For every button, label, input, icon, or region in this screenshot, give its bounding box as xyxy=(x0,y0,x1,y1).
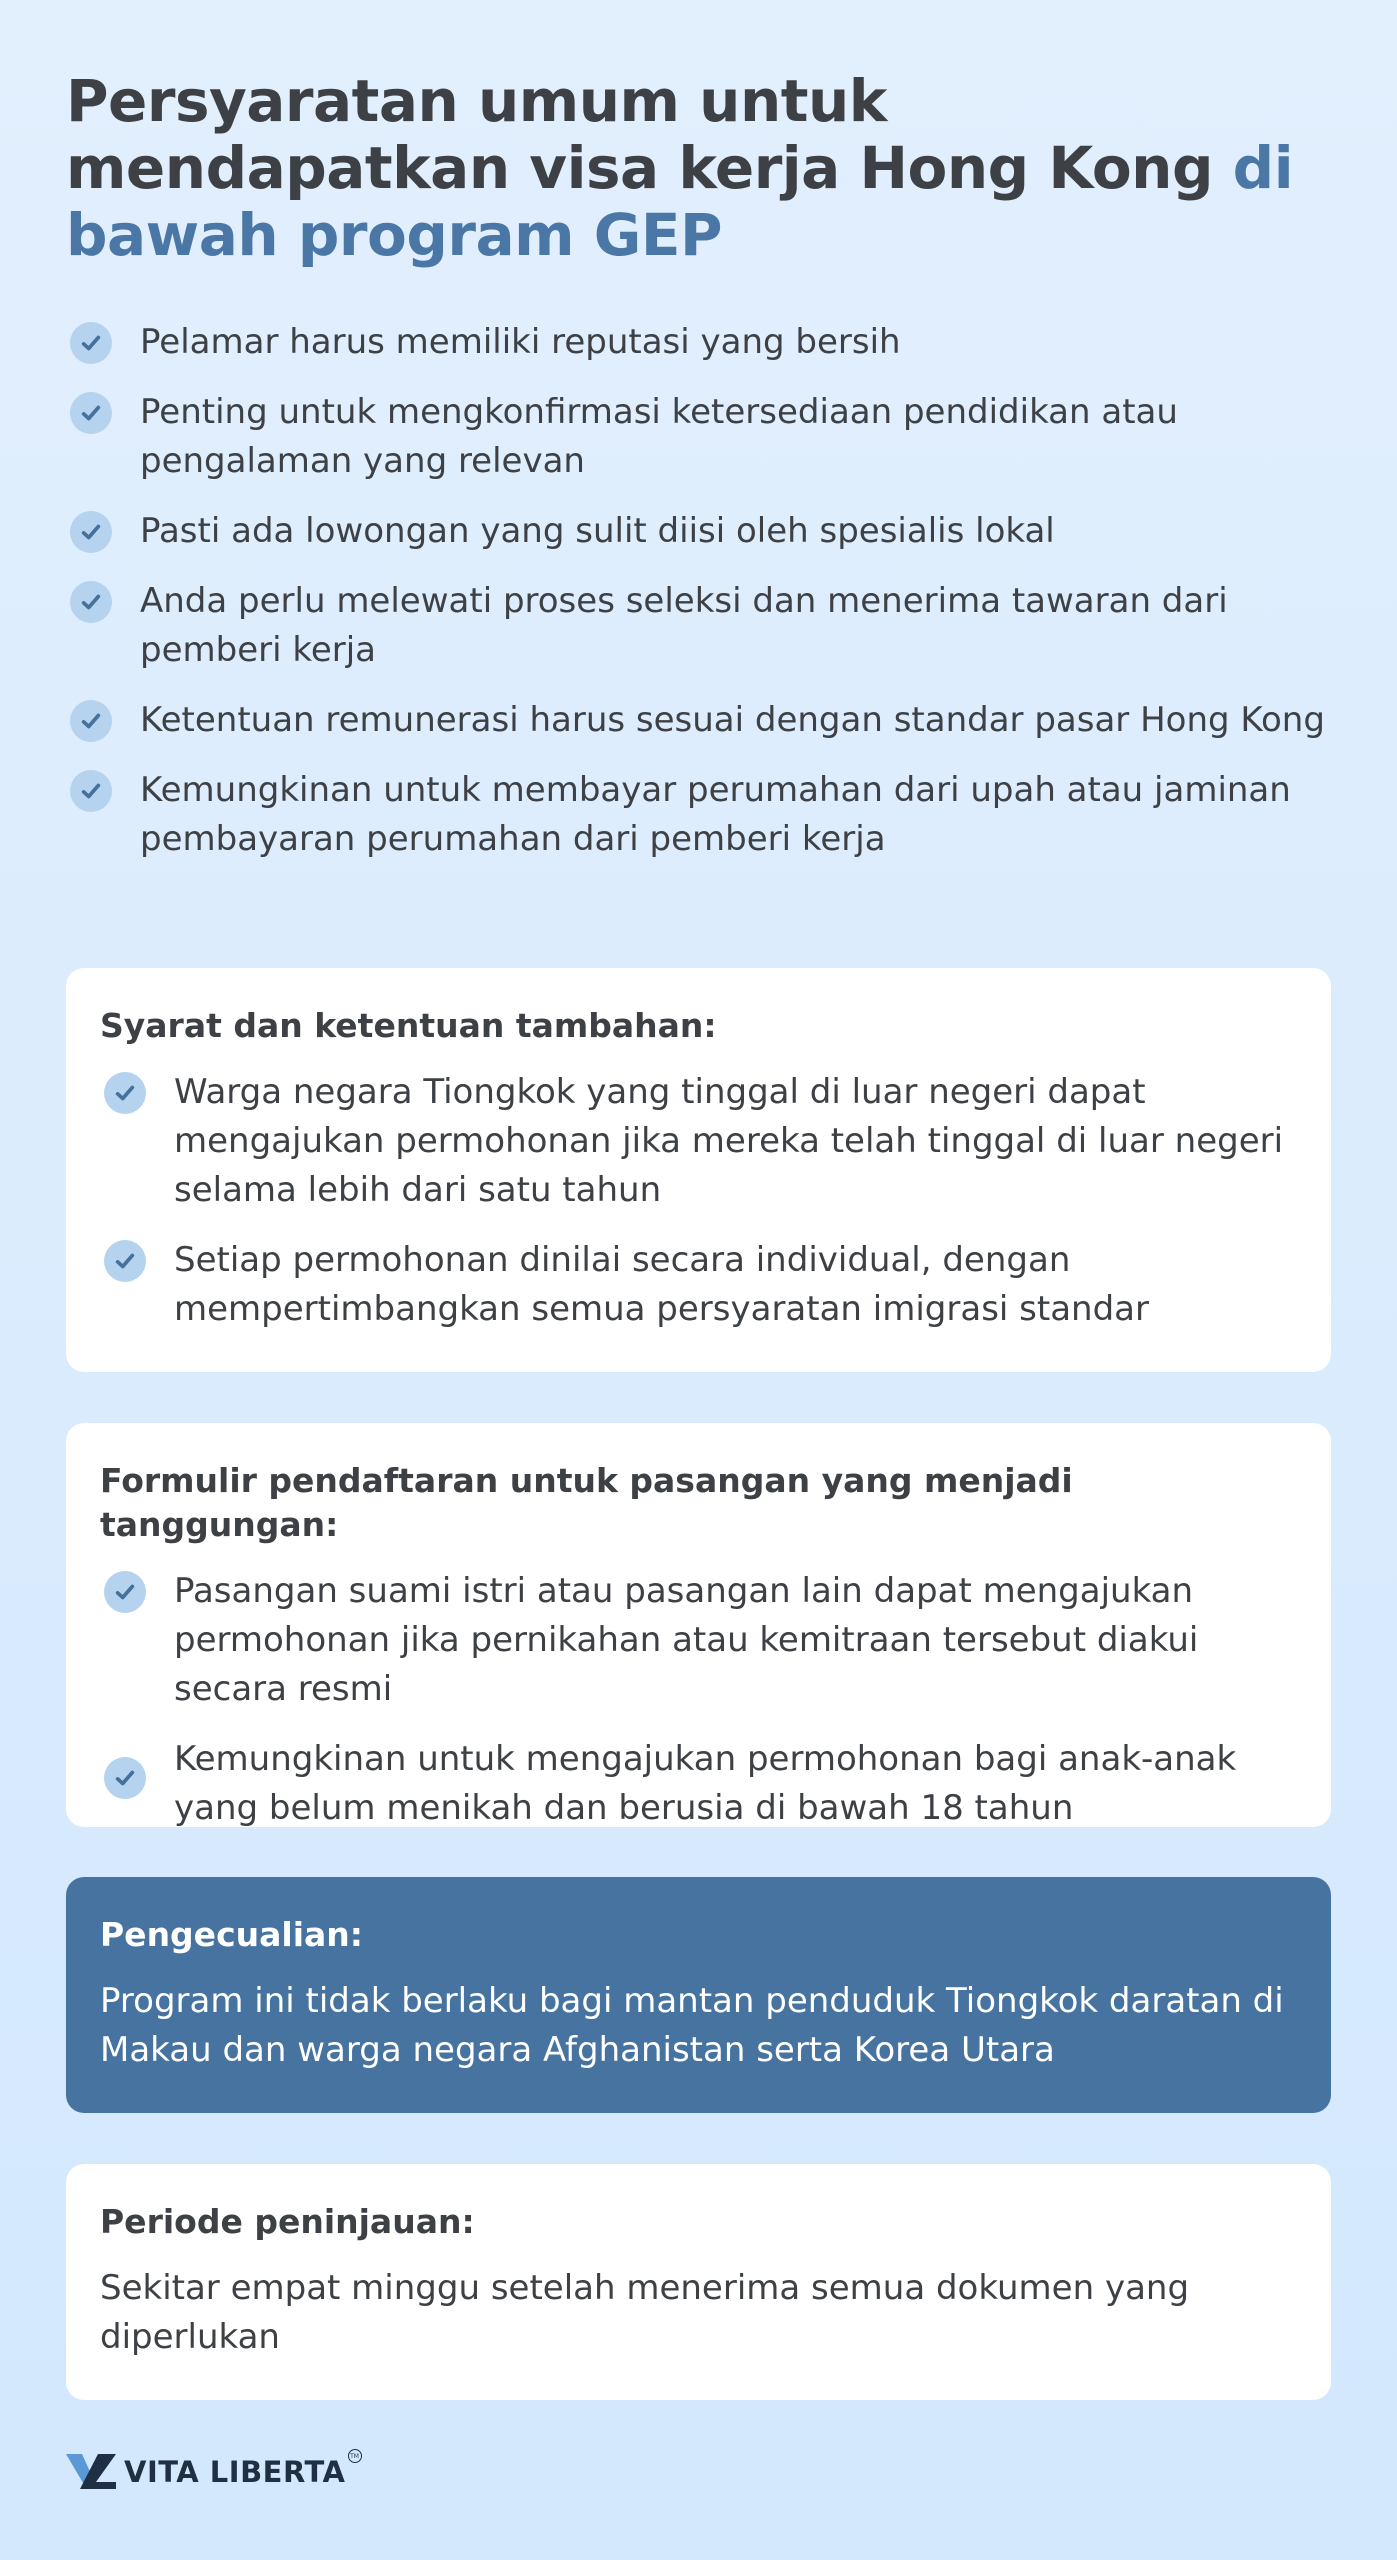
exceptions-card xyxy=(66,1877,1331,2113)
logo-mark-icon xyxy=(66,2454,116,2490)
item-text: Pasangan suami istri atau pasangan lain dapat mengajukan permohonan jika pernikahan atau kemitraan tersebut diakui secara resmi xyxy=(174,1571,1199,1709)
item-text: Ketentuan remunerasi harus sesuai dengan standar pasar Hong Kong xyxy=(140,700,1325,740)
list-item xyxy=(100,1068,1297,1215)
card-heading: Pengecualian: xyxy=(100,1915,363,1954)
check-icon xyxy=(70,392,112,434)
trademark-symbol: TM xyxy=(348,2449,362,2463)
item-text: Kemungkinan untuk membayar perumahan dari upah atau jaminan pembayaran perumahan dari pemberi kerja xyxy=(140,770,1291,859)
list-item xyxy=(100,1735,1297,1833)
brand-logo xyxy=(66,2454,362,2490)
list-item xyxy=(66,507,1331,556)
additional-list xyxy=(100,1068,1297,1334)
list-item xyxy=(66,318,1331,367)
item-text: Anda perlu melewati proses seleksi dan menerima tawaran dari pemberi kerja xyxy=(140,581,1228,670)
check-icon xyxy=(104,1571,146,1613)
item-text: Pelamar harus memiliki reputasi yang bersih xyxy=(140,322,901,362)
check-icon xyxy=(70,770,112,812)
list-item xyxy=(100,1236,1297,1334)
item-text: Setiap permohonan dinilai secara individual, dengan mempertimbangkan semua persyaratan imigrasi standar xyxy=(174,1240,1149,1329)
card-heading: Syarat dan ketentuan tambahan: xyxy=(100,1006,717,1045)
brand-name: VITA LIBERTA xyxy=(124,2455,346,2489)
check-icon xyxy=(70,700,112,742)
check-icon xyxy=(104,1072,146,1114)
list-item xyxy=(66,766,1331,864)
title-main: Persyaratan umum untuk mendapatkan visa kerja Hong Kong xyxy=(66,67,1233,202)
item-text: Pasti ada lowongan yang sulit diisi oleh spesialis lokal xyxy=(140,511,1055,551)
check-icon xyxy=(70,322,112,364)
card-heading: Periode peninjauan: xyxy=(100,2202,475,2241)
review-period-card xyxy=(66,2164,1331,2400)
list-item xyxy=(66,696,1331,745)
list-item xyxy=(66,388,1331,486)
list-item xyxy=(66,577,1331,675)
check-icon xyxy=(70,581,112,623)
check-icon xyxy=(104,1240,146,1282)
title-accent: di bawah program GEP xyxy=(66,134,1294,269)
check-icon xyxy=(70,511,112,553)
check-icon xyxy=(104,1757,146,1799)
card-heading: Formulir pendaftaran untuk pasangan yang menjadi tanggungan: xyxy=(100,1461,1073,1544)
dependents-card xyxy=(66,1423,1331,1827)
page-title xyxy=(66,68,1331,269)
additional-conditions-card xyxy=(66,968,1331,1372)
exceptions-text: Program ini tidak berlaku bagi mantan penduduk Tiongkok daratan di Makau dan warga negara Afghanistan serta Korea Utara xyxy=(100,1981,1284,2070)
item-text: Penting untuk mengkonfirmasi ketersediaan pendidikan atau pengalaman yang relevan xyxy=(140,392,1178,481)
requirements-list xyxy=(66,318,1331,885)
dependents-list xyxy=(100,1567,1297,1833)
item-text: Warga negara Tiongkok yang tinggal di luar negeri dapat mengajukan permohonan jika mereka telah tinggal di luar negeri selama lebih dari satu tahun xyxy=(174,1072,1284,1210)
list-item xyxy=(100,1567,1297,1714)
item-text: Kemungkinan untuk mengajukan permohonan bagi anak-anak yang belum menikah dan berusia di bawah 18 tahun xyxy=(174,1739,1237,1828)
review-text: Sekitar empat minggu setelah menerima semua dokumen yang diperlukan xyxy=(100,2268,1190,2357)
